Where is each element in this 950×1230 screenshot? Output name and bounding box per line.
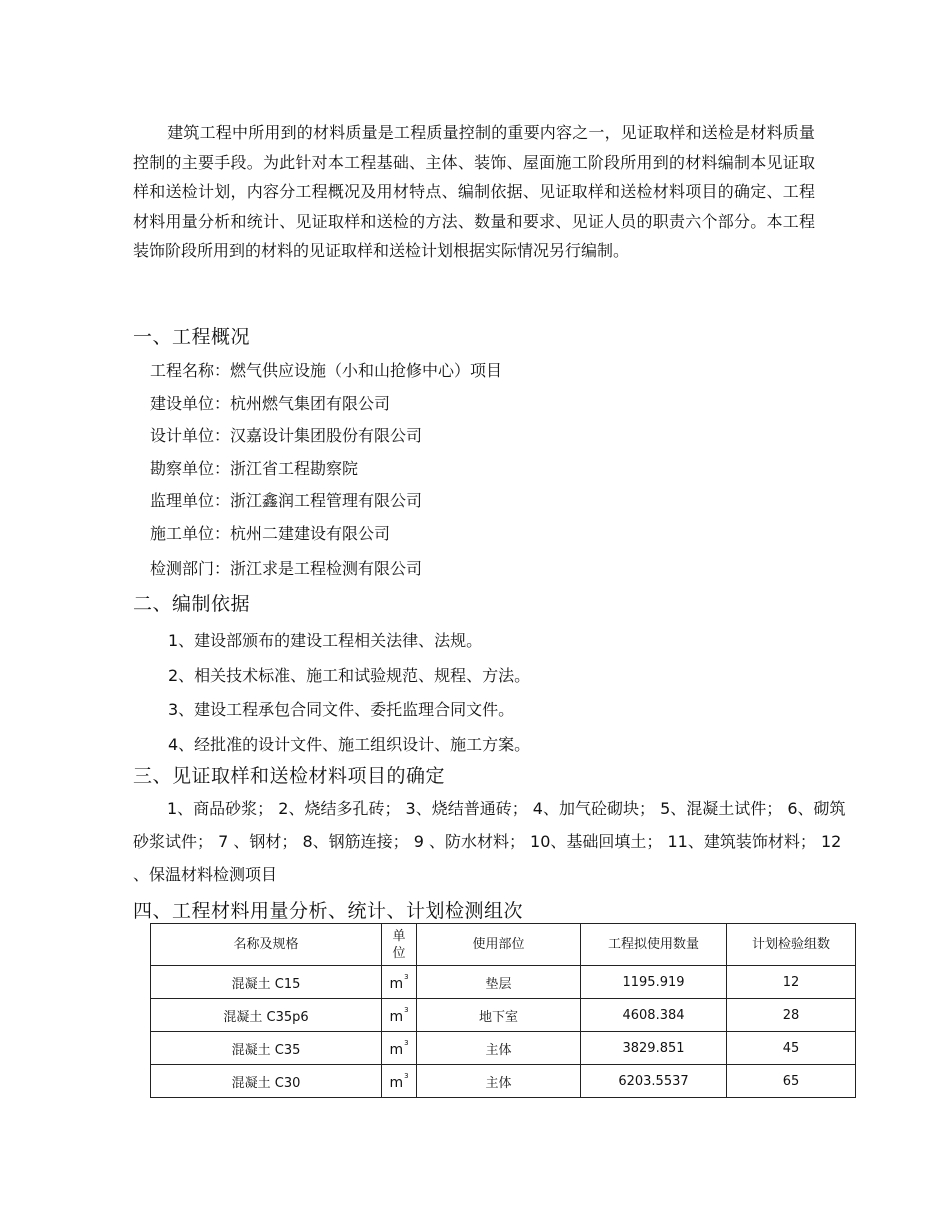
intro-text: 建筑工程中所用到的材料质量是工程质量控制的重要内容之一，见证取样和送检是材料质量控制的主要手段。为此针对本工程基础、主体、装饰、屋面施工阶段所用到的材料编制本见证取样和送检计划，内容分工程概况及用材特点、编制依据、见证取样和送检材料项目的确定、工程材料用量分析和统计、见证取样和送检的方法、数量和要求、见证人员的职责六个部分。本工程装饰阶段所用到的材料的见证取样和送检计划根据实际情况另行编制。 — [133, 123, 815, 260]
materials-table — [150, 923, 856, 1098]
unit-sup: 3 — [404, 1005, 409, 1014]
material-items-paragraph — [133, 792, 860, 891]
unit-text: m — [389, 1074, 404, 1091]
owner-row: 建设单位：杭州燃气集团有限公司 — [150, 393, 391, 413]
supervisor-row: 监理单位：浙江鑫润工程管理有限公司 — [150, 491, 423, 510]
cell-groups: 45 — [727, 1032, 856, 1065]
basis-item: 2、相关技术标准、施工和试验规范、规程、方法。 — [168, 665, 531, 685]
table-row — [151, 999, 856, 1032]
cell-unit — [382, 1065, 417, 1098]
cell-groups: 12 — [727, 966, 856, 999]
contractor-row: 施工单位：杭州二建建设有限公司 — [150, 523, 391, 543]
cell-name: 混凝土 C35 — [151, 1032, 382, 1065]
unit-sup: 3 — [404, 972, 409, 981]
header-unit-line1: 单 — [392, 928, 406, 944]
basis-item: 3、建设工程承包合同文件、委托监理合同文件。 — [168, 700, 515, 719]
material-items-text: 1、商品砂浆； 2、烧结多孔砖； 3、烧结普通砖； 4、加气砼砌块； 5、混凝土试件； 6、砌筑砂浆试件； 7 、钢材； 8、钢筋连接； 9 、防水材料； 10、基础回填土； 11、建筑装饰材料； 12 、保温材料检测项目 — [133, 799, 846, 884]
cell-location: 主体 — [417, 1065, 581, 1098]
cell-name: 混凝土 C15 — [151, 966, 382, 999]
project-info-list — [150, 355, 502, 586]
header-location: 使用部位 — [417, 924, 581, 966]
section-3-heading: 三、见证取样和送检材料项目的确定 — [133, 765, 446, 787]
unit-text: m — [389, 1041, 404, 1058]
cell-name: 混凝土 C30 — [151, 1065, 382, 1098]
header-name: 名称及规格 — [151, 924, 382, 966]
section-1-heading: 一、工程概况 — [133, 326, 251, 348]
project-name-row: 工程名称：燃气供应设施（小和山抢修中心）项目 — [150, 361, 503, 380]
section-2-heading: 二、编制依据 — [133, 593, 251, 615]
cell-location: 主体 — [417, 1032, 581, 1065]
cell-quantity: 3829.851 — [581, 1032, 727, 1065]
cell-location: 地下室 — [417, 999, 581, 1032]
designer-row: 设计单位：汉嘉设计集团股份有限公司 — [150, 426, 423, 445]
table-row — [151, 966, 856, 999]
header-quantity: 工程拟使用数量 — [581, 924, 727, 966]
basis-item: 1、建设部颁布的建设工程相关法律、法规。 — [168, 631, 483, 650]
cell-unit — [382, 966, 417, 999]
cell-unit — [382, 1032, 417, 1065]
header-unit — [382, 924, 417, 966]
cell-unit — [382, 999, 417, 1032]
table-row — [151, 1065, 856, 1098]
basis-list — [168, 624, 530, 762]
intro-paragraph — [133, 118, 815, 266]
cell-groups: 28 — [727, 999, 856, 1032]
cell-groups: 65 — [727, 1065, 856, 1098]
basis-item: 4、经批准的设计文件、施工组织设计、施工方案。 — [168, 734, 531, 754]
cell-name: 混凝土 C35p6 — [151, 999, 382, 1032]
table-header-row — [151, 924, 856, 966]
testing-row: 检测部门：浙江求是工程检测有限公司 — [150, 559, 423, 578]
unit-sup: 3 — [404, 1038, 409, 1047]
unit-text: m — [389, 975, 404, 992]
cell-quantity: 4608.384 — [581, 999, 727, 1032]
cell-quantity: 6203.5537 — [581, 1065, 727, 1098]
table-row — [151, 1032, 856, 1065]
header-groups: 计划检验组数 — [727, 924, 856, 966]
unit-sup: 3 — [404, 1071, 409, 1080]
cell-location: 垫层 — [417, 966, 581, 999]
header-unit-line2: 位 — [392, 945, 406, 961]
survey-row: 勘察单位：浙江省工程勘察院 — [150, 458, 359, 478]
section-4-heading: 四、工程材料用量分析、统计、计划检测组次 — [133, 900, 524, 922]
unit-text: m — [389, 1008, 404, 1025]
cell-quantity: 1195.919 — [581, 966, 727, 999]
